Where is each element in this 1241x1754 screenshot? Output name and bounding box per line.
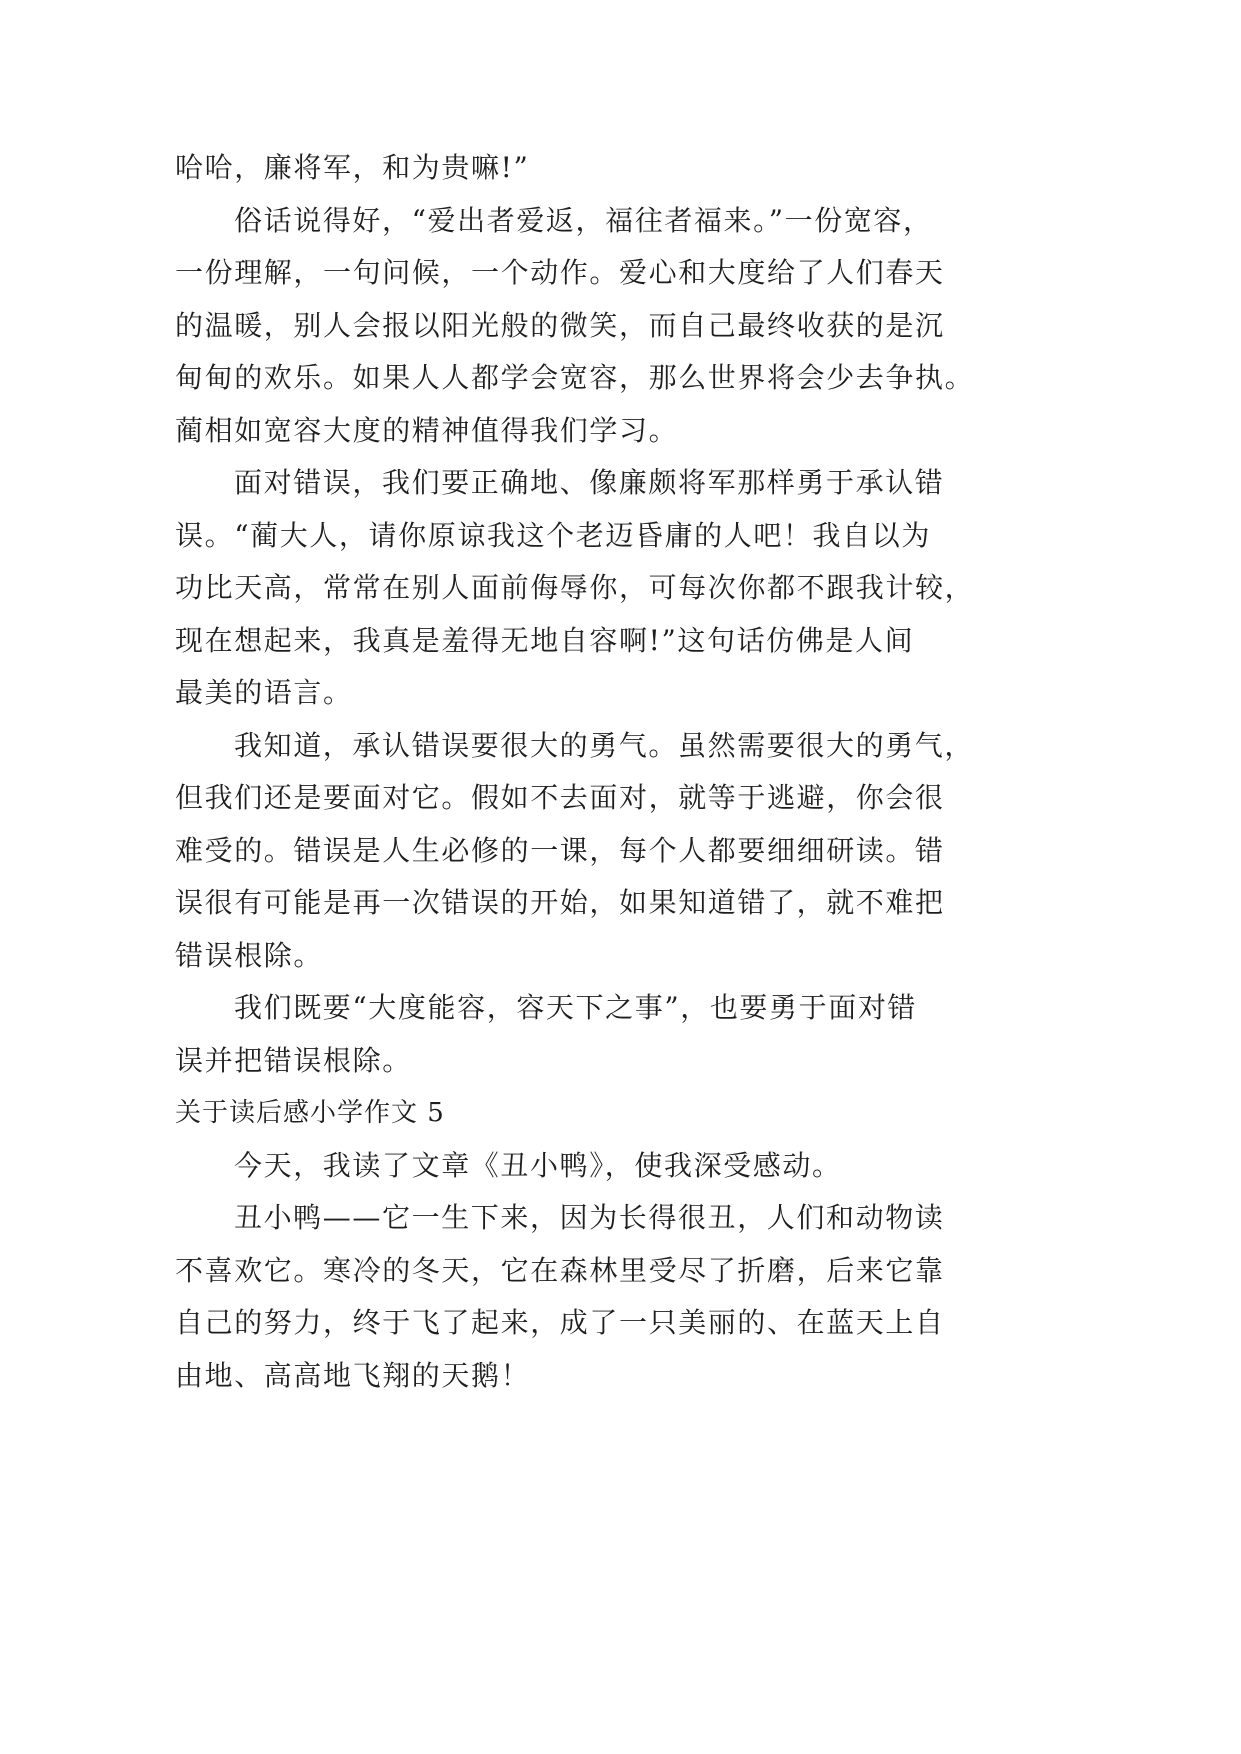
paragraph-line: 自己的努力，终于飞了起来，成了一只美丽的、在蓝天上自: [175, 1306, 945, 1339]
paragraph-line: 面对错误，我们要正确地、像廉颇将军那样勇于承认错: [234, 466, 945, 499]
paragraph-line: 一份理解，一句问候，一个动作。爱心和大度给了人们春天: [175, 256, 945, 289]
paragraph-line: 俗话说得好，“爱出者爱返，福往者福来。”一份宽容，: [234, 203, 933, 237]
paragraph: [175, 1192, 975, 1402]
paragraph-line: 错误根除。: [175, 938, 324, 972]
paragraph-line: 丑小鸭——它一生下来，因为长得很丑，人们和动物读: [234, 1201, 945, 1234]
paragraph: [175, 720, 975, 983]
paragraph-line: 的温暖，别人会报以阳光般的微笑，而自己最终收获的是沉: [175, 308, 945, 342]
paragraph-line: 哈哈，廉将军，和为贵嘛!”: [175, 151, 530, 184]
paragraph: [175, 982, 975, 1087]
paragraph-line: 误。“蔺大人，请你原谅我这个老迈昏庸的人吧！我自以为: [175, 518, 931, 552]
paragraph-line: 最美的语言。: [175, 676, 353, 709]
paragraph: [175, 1140, 975, 1193]
paragraph-line: 我们既要“大度能容，容天下之事”，也要勇于面对错: [234, 991, 918, 1024]
paragraph-line: 误很有可能是再一次错误的开始，如果知道错了，就不难把: [175, 886, 945, 919]
paragraph-line: 蔺相如宽容大度的精神值得我们学习。: [175, 413, 679, 447]
paragraph: [175, 195, 975, 458]
paragraph-line: 甸甸的欢乐。如果人人都学会宽容，那么世界将会少去争执。: [175, 361, 975, 394]
paragraph-line: 但我们还是要面对它。假如不去面对，就等于逃避，你会很: [175, 781, 945, 814]
paragraph-line: 不喜欢它。寒冷的冬天，它在森林里受尽了折磨，后来它靠: [175, 1253, 945, 1287]
paragraph-line: 我知道，承认错误要很大的勇气。虽然需要很大的勇气，: [234, 728, 975, 762]
paragraph-line: 今天，我读了文章《丑小鸭》，使我深受感动。: [234, 1148, 842, 1182]
paragraph-line: 由地、高高地飞翔的天鹅！: [175, 1358, 531, 1392]
paragraph-line: 误并把错误根除。: [175, 1043, 412, 1077]
paragraph-line: 功比天高，常常在别人面前侮辱你，可每次你都不跟我计较，: [175, 571, 975, 604]
section-heading: 关于读后感小学作文 5: [175, 1098, 445, 1128]
paragraph-line: 难受的。错误是人生必修的一课，每个人都要细细研读。错: [175, 833, 945, 867]
document-body: [175, 142, 975, 1402]
paragraph: [175, 457, 975, 720]
paragraph-line: 现在想起来，我真是羞得无地自容啊!”这句话仿佛是人间: [175, 623, 915, 657]
paragraph-continued: [175, 142, 975, 195]
